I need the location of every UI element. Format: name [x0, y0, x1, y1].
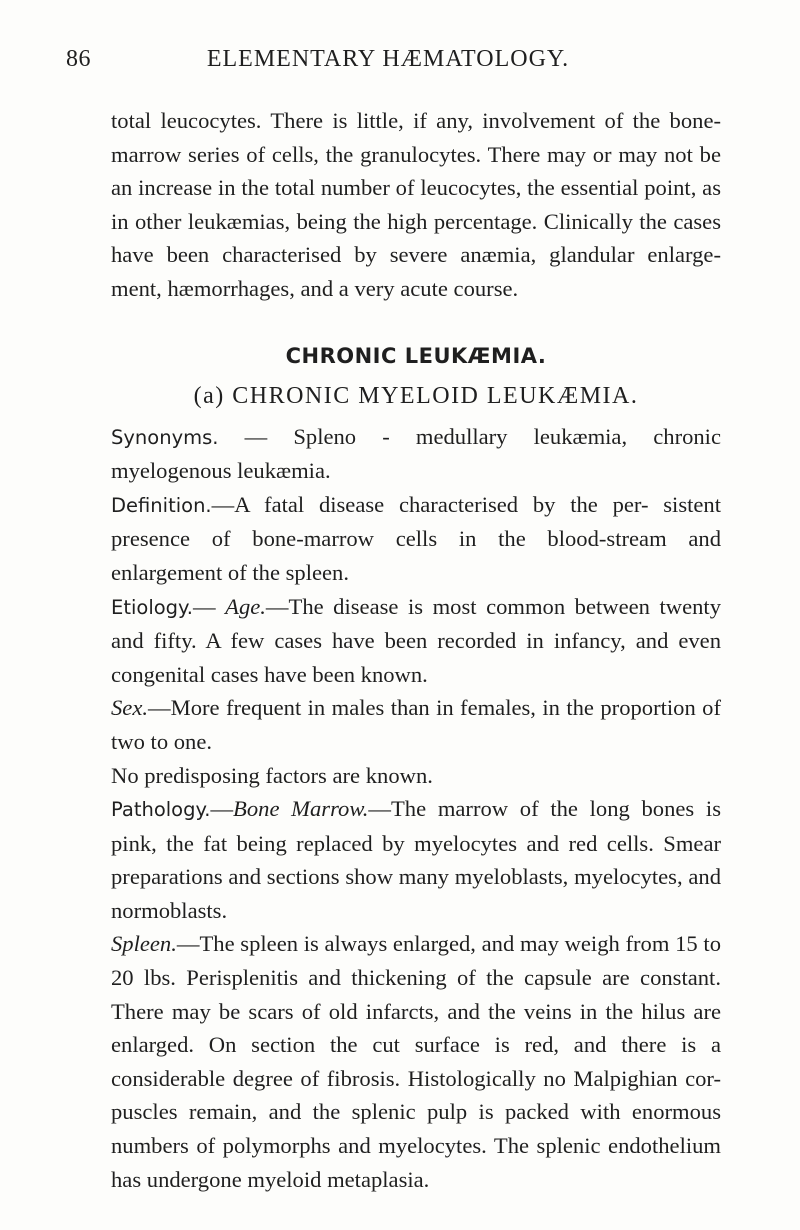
bone-marrow-label: Bone Marrow.	[233, 796, 369, 822]
age-label: Age.	[225, 593, 266, 619]
age-text: —The disease is most common between twenty and fifty. A few cases have been recorded in infancy, and even congenital cases have been known.	[111, 593, 721, 687]
spleen-label: Spleen.	[111, 931, 177, 957]
section-heading: CHRONIC LEUKÆMIA.	[285, 343, 547, 368]
definition-text: —A fatal disease characterised by the per- sistent presence of bone-marrow cells in the blood-stream and enlargement of the spleen.	[111, 491, 721, 585]
etiology-sex-paragraph	[111, 691, 721, 758]
synonyms-paragraph	[111, 420, 721, 488]
etiology-age-paragraph	[111, 590, 721, 692]
page-number: 86	[66, 46, 91, 72]
pathology-dash: —	[210, 796, 234, 822]
bone-marrow-text: —The marrow of the long bones is pink, the fat being replaced by myelocytes and red cells. Smear preparations and sections show many myeloblasts, myelocytes, and normoblasts.	[111, 796, 721, 923]
definition-label: Definition.	[111, 493, 212, 517]
definition-paragraph	[111, 488, 721, 590]
synonyms-text: — Spleno - medullary leukæmia, chronic myelogenous leukæmia.	[111, 423, 721, 484]
etiology-label: Etiology.	[111, 595, 193, 619]
pathology-spleen-paragraph	[111, 927, 721, 1196]
page-body	[111, 104, 721, 1196]
subsection-heading: (a) CHRONIC MYELOID LEUKÆMIA.	[193, 382, 639, 409]
pathology-bone-marrow-paragraph	[111, 792, 721, 927]
etiology-dash: —	[193, 593, 226, 619]
predisposing-paragraph: No predisposing factors are known.	[111, 762, 433, 788]
running-title: ELEMENTARY HÆMATOLOGY.	[206, 46, 570, 72]
pathology-label: Pathology.	[111, 798, 211, 822]
sex-text: —More frequent in males than in females, in the proportion of two to one.	[111, 695, 721, 754]
intro-paragraph: total leucocytes. There is little, if any, involvement of the bone-marrow series of cells, the granulocytes. There may or may not be an increase in the total number of leucocytes, the essential point, as in other leukæmias, being the high percentage. Clinically the cases have been characterised by severe anæmia, glandular enlarge- ment, hæmorrhages, and a very acute course.	[111, 108, 721, 301]
sex-label: Sex.	[111, 695, 149, 721]
spleen-text: —The spleen is always enlarged, and may weigh from 15 to 20 lbs. Perisplenitis and thickening of the capsule are constant. There may be scars of old infarcts, and the veins in the hilus are enlarged. On section the cut surface is red, and there is a considerable degree of fibrosis. Histologically no Malpighian cor- puscles remain, and the splenic pulp is packed with enormous numbers of polymorphs and myelocytes. The splenic endothelium has undergone myeloid metaplasia.	[111, 931, 721, 1192]
synonyms-label: Synonyms.	[111, 425, 219, 449]
